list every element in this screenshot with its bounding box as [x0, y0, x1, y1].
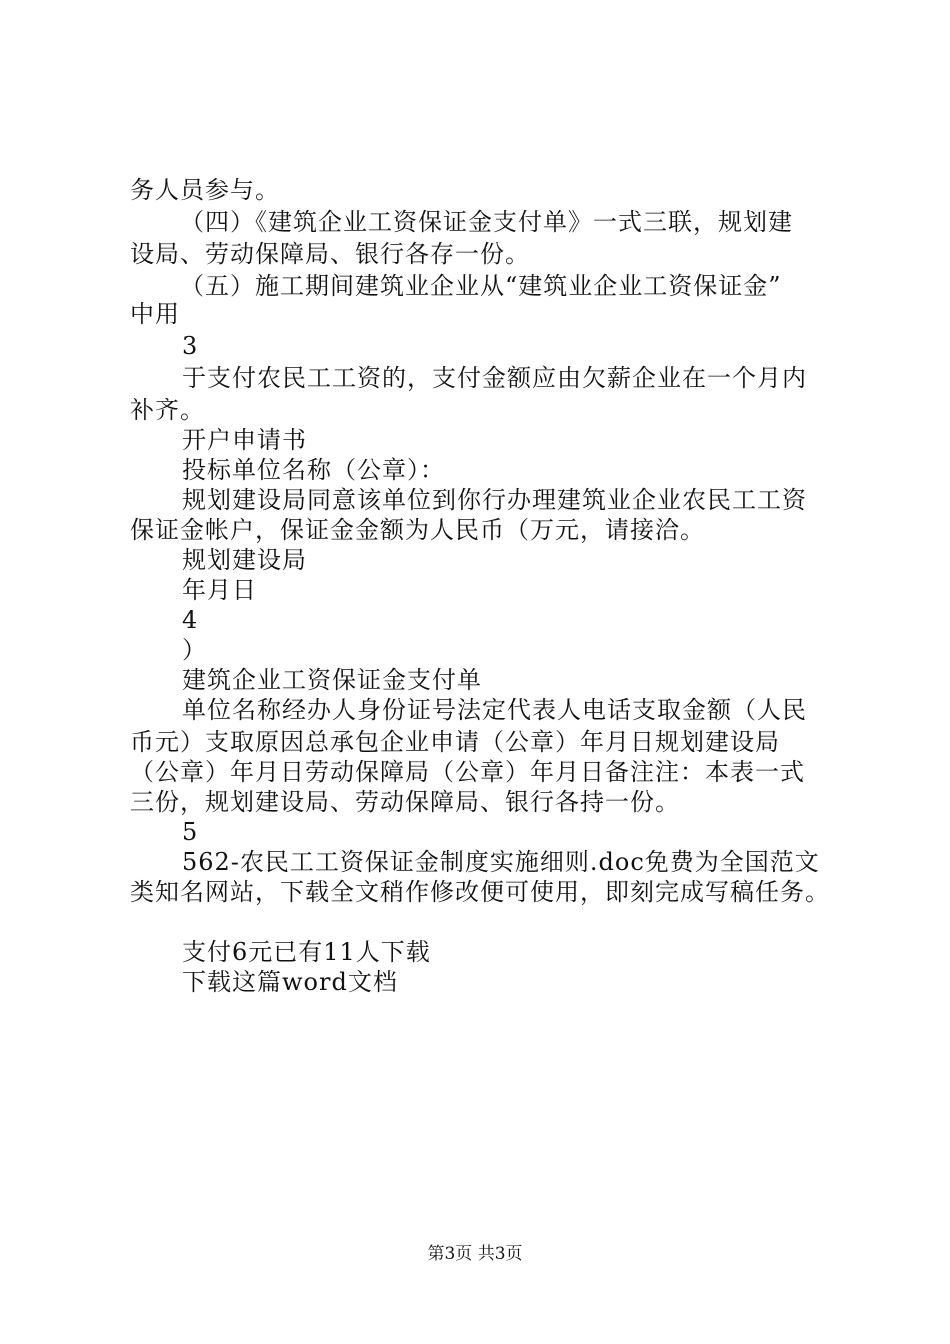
text-line: 补齐。 — [130, 396, 205, 424]
page-number-marker: 5 — [182, 818, 199, 846]
text-line: 562-农民工工资保证金制度实施细则.doc免费为全国范文 — [182, 848, 820, 876]
download-info: 支付6元已有11人下载 — [182, 938, 431, 966]
text-line: 中用 — [130, 300, 180, 328]
page-number-marker: 4 — [182, 606, 199, 634]
text-line: 类知名网站，下载全文稍作修改便可使用，即刻完成写稿任务。 — [130, 878, 830, 906]
text-line: （公章）年月日劳动保障局（公章）年月日备注注：本表一式 — [130, 758, 805, 786]
section-heading: 建筑企业工资保证金支付单 — [182, 666, 482, 694]
text-line: 于支付农民工工资的，支付金额应由欠薪企业在一个月内 — [182, 364, 807, 392]
text-line: （四）《建筑企业工资保证金支付单》一式三联，规划建 — [180, 208, 793, 236]
text-line: 规划建设局 — [182, 546, 307, 574]
page-number-marker: 3 — [182, 332, 199, 360]
text-line: 币元）支取原因总承包企业申请（公章）年月日规划建设局 — [130, 728, 780, 756]
text-line: 投标单位名称（公章）： — [182, 456, 445, 484]
text-line: 规划建设局同意该单位到你行办理建筑业企业农民工工资 — [182, 486, 807, 514]
download-link[interactable]: 下载这篇word文档 — [182, 968, 398, 996]
text-line: 务人员参与。 — [130, 176, 280, 204]
text-line: 保证金帐户，保证金金额为人民币（万元，请接洽。 — [130, 516, 705, 544]
text-line: ） — [182, 636, 207, 664]
page-footer: 第3页 共3页 — [427, 1244, 523, 1264]
text-line: 年月日 — [182, 576, 257, 604]
section-heading: 开户申请书 — [182, 426, 307, 454]
text-line: 设局、劳动保障局、银行各存一份。 — [130, 240, 530, 268]
text-line: 三份，规划建设局、劳动保障局、银行各持一份。 — [130, 788, 680, 816]
text-line: （五）施工期间建筑业企业从“建筑业企业工资保证金” — [180, 272, 782, 300]
text-line: 单位名称经办人身份证号法定代表人电话支取金额（人民 — [182, 696, 807, 724]
